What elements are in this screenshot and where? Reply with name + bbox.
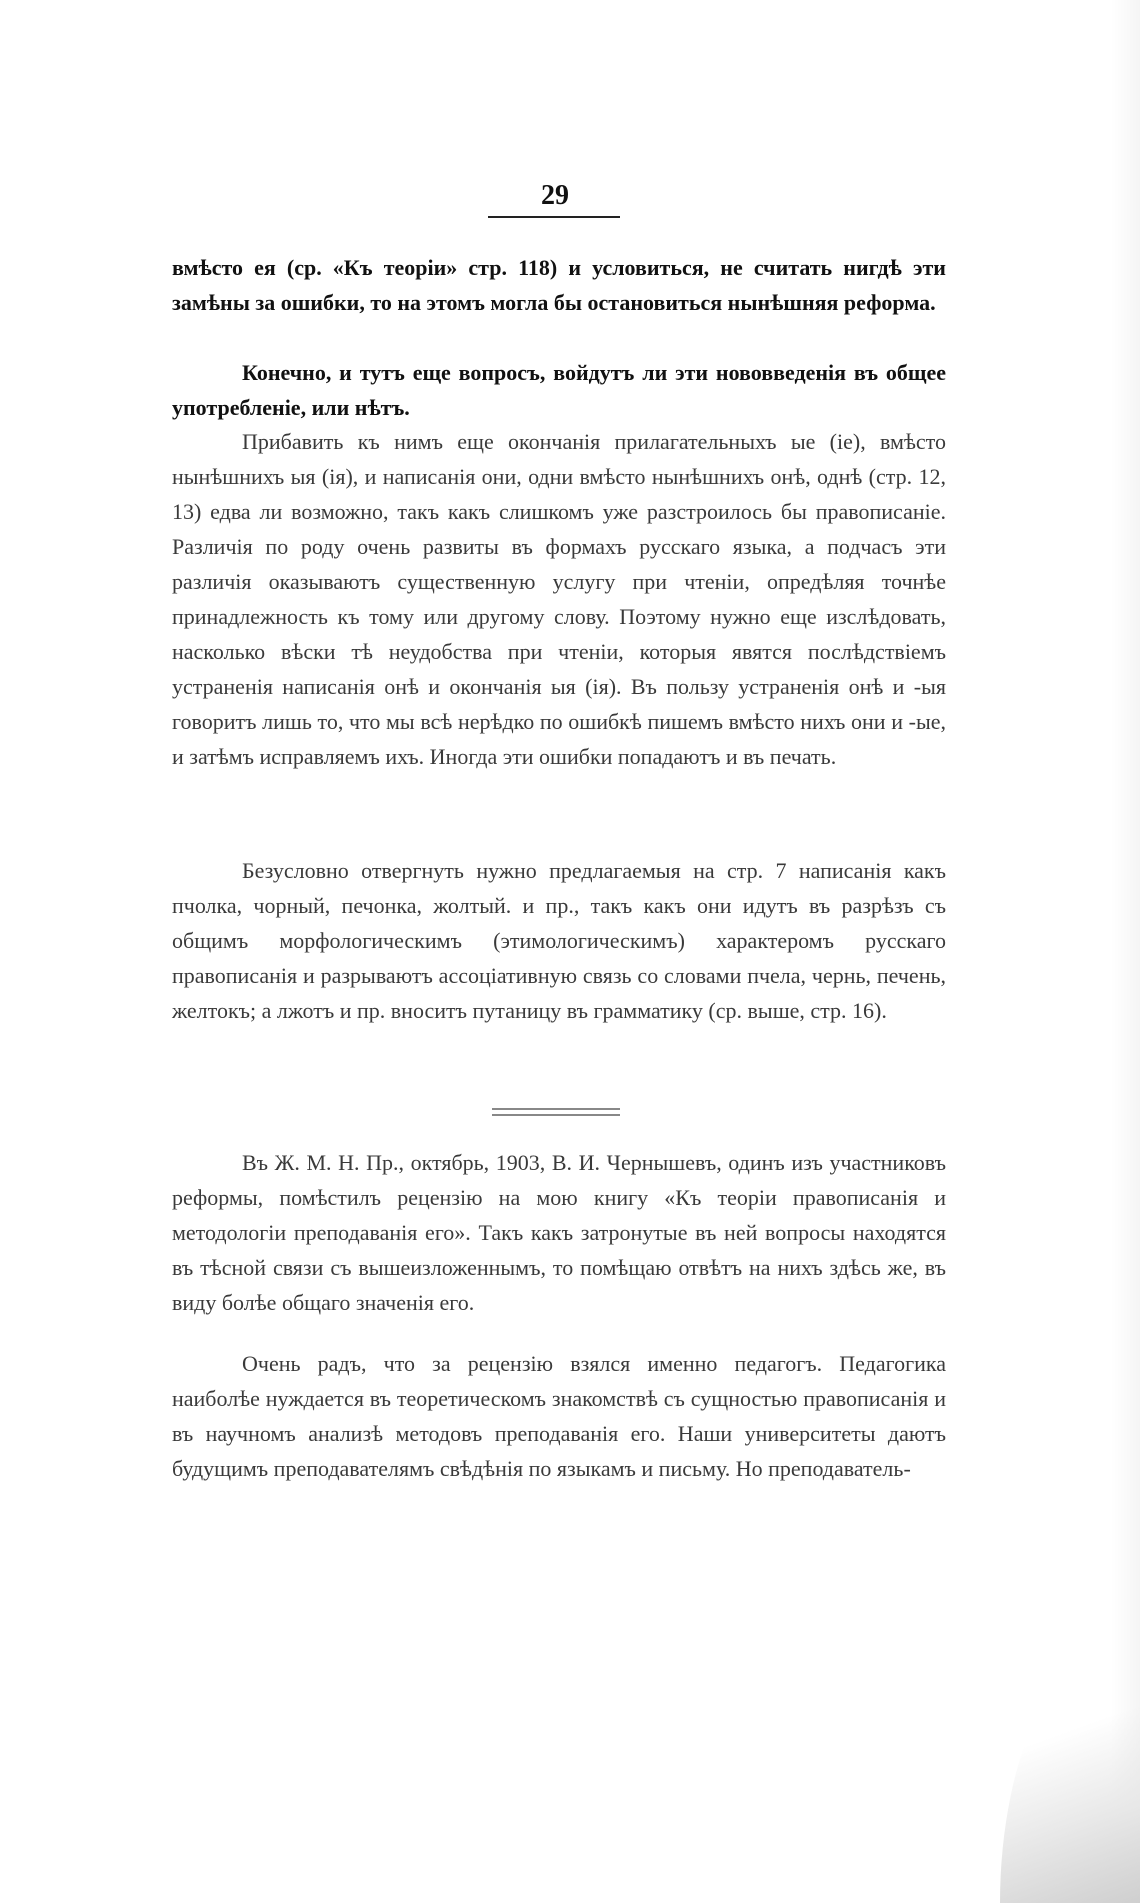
paragraph-1 <box>172 250 946 320</box>
paragraph-3 <box>172 424 946 774</box>
page-number: 29 <box>541 180 569 211</box>
paragraph-2-text: Конечно, и тутъ еще вопросъ, войдутъ ли эти нововведенія въ общее употребленіе, или нѣтъ. <box>172 360 946 420</box>
paragraph-2 <box>172 355 946 425</box>
page-edge-shade <box>1110 0 1140 1903</box>
paragraph-5-text: Въ Ж. М. Н. Пр., октябрь, 1903, В. И. Чернышевъ, одинъ изъ участниковъ реформы, помѣстилъ рецензію на мою книгу «Къ теоріи правописанія и методологіи преподаванія его». Такъ какъ затронутые въ ней вопросы находятся въ тѣсной связи съ вышеизложеннымъ, то помѣщаю отвѣтъ на нихъ здѣсь же, въ виду болѣе общаго значенія его. <box>172 1150 946 1315</box>
paragraph-1-text: вмѣсто ея (ср. «Къ теоріи» стр. 118) и условиться, не считать нигдѣ эти замѣны за ошибки, то на этомъ могла бы остановиться нынѣшняя реформа. <box>172 255 946 315</box>
paragraph-4-text: Безусловно отвергнуть нужно предлагаемыя на стр. 7 написанія какъ пчолка, чорный, печонка, жолтый. и пр., такъ какъ они идутъ въ разрѣзъ съ общимъ морфологическимъ (этимологическимъ) характеромъ русскаго правописанія и разрываютъ ассоціативную связь со словами пчела, чернь, печень, желтокъ; а лжотъ и пр. вноситъ путаницу въ грамматику (ср. выше, стр. 16). <box>172 858 946 1023</box>
page-curl <box>1000 1623 1140 1903</box>
paragraph-6 <box>172 1346 946 1486</box>
paragraph-4 <box>172 853 946 1028</box>
section-divider-top <box>492 1108 620 1110</box>
section-divider-bottom <box>492 1114 620 1116</box>
paragraph-5 <box>172 1145 946 1320</box>
paragraph-6-text: Очень радъ, что за рецензію взялся именно педагогъ. Педагогика наиболѣе нуждается въ теоретическомъ знакомствѣ съ сущностью правописанія и въ научномъ анализѣ методовъ преподаванія его. Наши университеты даютъ будущимъ преподавателямъ свѣдѣнія по языкамъ и письму. Но преподаватель- <box>172 1351 946 1481</box>
header-rule <box>488 216 620 218</box>
paragraph-3-text: Прибавить къ нимъ еще окончанія прилагательныхъ ые (іе), вмѣсто нынѣшнихъ ыя (ія), и написанія они, одни вмѣсто нынѣшнихъ онѣ, однѣ (стр. 12, 13) едва ли возможно, такъ какъ слишкомъ уже разстроилось бы правописаніе. Различія по роду очень развиты въ формахъ русскаго языка, а подчасъ эти различія оказываютъ существенную услугу при чтеніи, опредѣляя точнѣе принадлежность къ тому или другому слову. Поэтому нужно еще изслѣдовать, насколько вѣски тѣ неудобства при чтеніи, которыя явятся послѣдствіемъ устраненія написанія онѣ и окончанія ыя (ія). Въ пользу устраненія онѣ и -ыя говоритъ лишь то, что мы всѣ нерѣдко по ошибкѣ пишемъ вмѣсто нихъ они и -ые, и затѣмъ исправляемъ ихъ. Иногда эти ошибки попадаютъ и въ печать. <box>172 429 946 769</box>
